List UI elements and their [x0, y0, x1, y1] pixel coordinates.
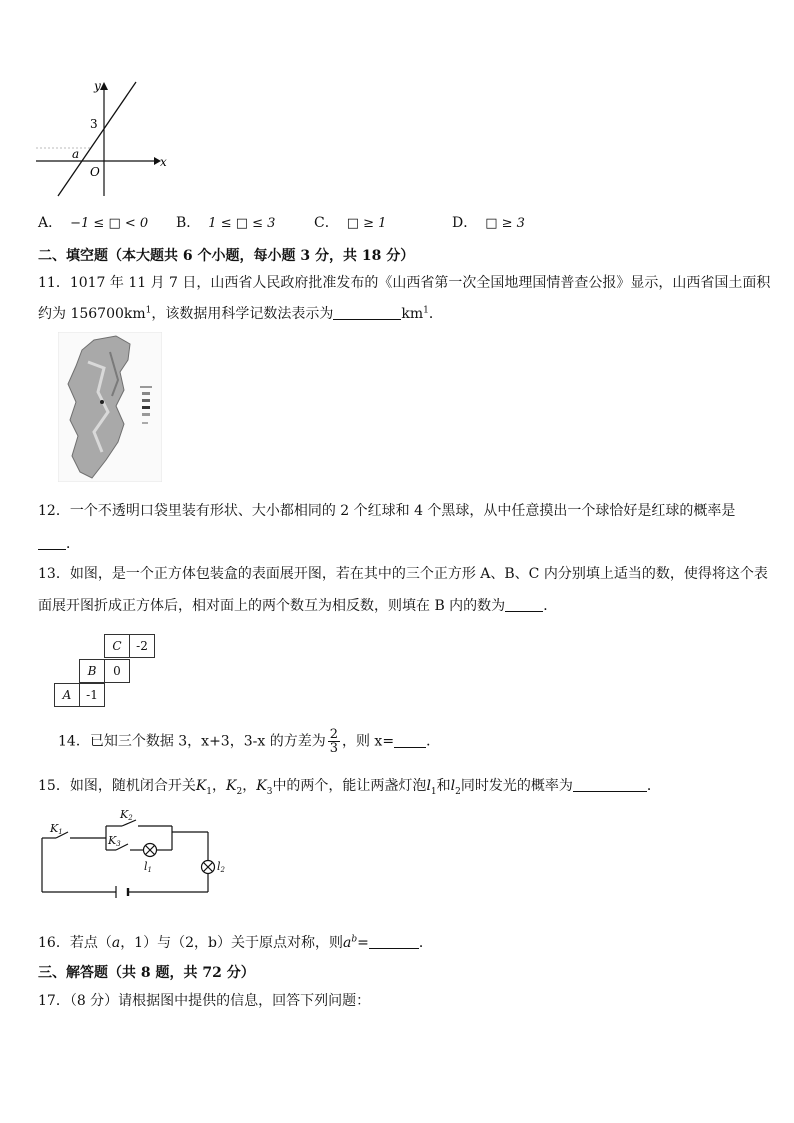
q15-l1: l	[426, 778, 431, 794]
net-cell-neg2: -2	[129, 634, 155, 658]
q15-prompt: 15．如图，随机闭合开关	[38, 778, 196, 794]
q12-answer-blank[interactable]	[38, 535, 66, 550]
q14-prompt: 14．已知三个数据 3，x+3，3-x 的方差为	[58, 733, 326, 750]
option-c	[314, 212, 386, 232]
circuit-l1-label: l1	[144, 860, 152, 874]
q14-period: ．	[426, 733, 441, 750]
q12-line2	[38, 533, 80, 553]
tick-a-label: a	[72, 147, 80, 161]
section2-title: 二、填空题（本大题共 6 个小题，每小题 3 分，共 18 分）	[38, 248, 415, 264]
q16-middle: ，1）与（2，b）关于原点对称，则	[120, 935, 343, 951]
q15-k3-sub: 3	[266, 786, 273, 797]
bulb-l1-icon	[144, 844, 157, 857]
circuit-k1-label: K1	[50, 822, 63, 836]
q15-period: ．	[646, 778, 661, 794]
y-axis-arrow	[100, 82, 108, 90]
option-b-expr: 1 ≤ □ ≤ 3	[208, 216, 276, 231]
q15-answer-blank[interactable]	[573, 777, 647, 792]
q15-line	[38, 775, 661, 797]
option-c-letter: C．	[314, 215, 339, 231]
option-d	[452, 212, 525, 232]
q13-line1: 13．如图，是一个正方体包装盒的表面展开图，若在其中的三个正方形 A、B、C 内分别填上适当的数，使得将这个表	[38, 566, 768, 582]
q15-l2: l	[450, 778, 456, 794]
q13-line2	[38, 595, 557, 615]
option-a-letter: A．	[38, 215, 63, 231]
option-b	[176, 212, 275, 232]
q16-prompt: 16．若点（	[38, 935, 112, 951]
net-cell-c: C	[104, 634, 130, 658]
q13-period: ．	[543, 598, 558, 614]
q11-sup: 1	[145, 305, 152, 316]
q15-l1-sub: 1	[430, 786, 437, 797]
q14-fraction	[328, 728, 340, 755]
circuit-k2-label: K2	[120, 808, 133, 822]
q12-period: ．	[66, 536, 80, 552]
option-a	[38, 212, 148, 232]
tick-3-label: 3	[90, 117, 98, 131]
q15-k3: K	[256, 778, 267, 794]
q16-line	[38, 932, 433, 952]
q13-answer-blank[interactable]	[505, 597, 543, 612]
q15-tail: 同时发光的概率为	[460, 778, 573, 794]
q15-and: 和	[436, 778, 451, 794]
origin-label: O	[90, 165, 100, 179]
q11-line2	[38, 303, 443, 323]
option-a-expr: −1 ≤ □ < 0	[70, 216, 149, 231]
q15-k1: K	[195, 778, 207, 794]
q11-prompt: ，该数据用科学记数法表示为	[151, 306, 334, 322]
q14-line	[58, 728, 440, 755]
q15-sep1: ，	[212, 778, 227, 794]
q15-k2: K	[226, 778, 237, 794]
q14-denominator: 3	[329, 741, 338, 756]
circuit-l2-label: l2	[217, 860, 225, 874]
q16-answer-blank[interactable]	[369, 934, 419, 949]
q12-line1: 12．一个不透明口袋里装有形状、大小都相同的 2 个红球和 4 个黑球，从中任意摸出一个球恰好是红球的概率是	[38, 503, 736, 519]
q16-a: a	[111, 935, 121, 951]
q14-answer-blank[interactable]	[394, 733, 426, 748]
q13-prompt: 面展开图折成正方体后，相对面上的两个数互为相反数，则填在 B 内的数为	[38, 598, 506, 614]
q15-k1-sub: 1	[206, 786, 213, 797]
coordinate-graph	[30, 78, 180, 203]
q11-line1: 11．1017 年 11 月 7 日，山西省人民政府批准发布的《山西省第一次全国地理国情普查公报》显示，山西省国土面积	[38, 275, 771, 291]
shanxi-map-image	[58, 332, 162, 482]
q15-sep2: ，	[242, 778, 257, 794]
q14-x-text: ，则 x=	[341, 733, 395, 750]
q11-period: ．	[428, 306, 443, 322]
q11-area-text: 约为 156700km	[38, 306, 146, 322]
q15-l2-sub: 2	[455, 786, 461, 797]
q14-numerator: 2	[329, 727, 338, 742]
net-cell-a: A	[54, 683, 80, 707]
q17-line: 17．（8 分）请根据图中提供的信息，回答下列问题：	[38, 993, 371, 1009]
q16-equals: =	[357, 935, 369, 951]
y-axis-label: y	[94, 79, 101, 93]
q11-unit: km	[401, 306, 424, 322]
circuit-k3-label: K3	[108, 834, 121, 848]
q15-middle: 中的两个，能让两盏灯泡	[272, 778, 427, 794]
q11-answer-blank[interactable]	[333, 305, 401, 320]
q16-exponent: b	[351, 934, 358, 945]
net-cell-neg1: -1	[79, 683, 105, 707]
option-c-expr: □ ≥ 1	[346, 216, 387, 231]
x-axis-label: x	[160, 155, 167, 169]
option-d-expr: □ ≥ 3	[485, 216, 525, 231]
circuit-diagram	[36, 808, 246, 900]
q11-unit-sup: 1	[423, 305, 429, 316]
net-cell-b: B	[79, 659, 105, 683]
section3-title: 三、解答题（共 8 题，共 72 分）	[38, 965, 255, 981]
q15-k2-sub: 2	[236, 786, 243, 797]
net-cell-zero: 0	[104, 659, 130, 683]
q16-base: a	[342, 935, 352, 951]
option-b-letter: B．	[176, 215, 201, 231]
bulb-l2-icon	[202, 861, 215, 874]
q16-period: ．	[418, 935, 433, 951]
option-d-letter: D．	[452, 215, 478, 231]
